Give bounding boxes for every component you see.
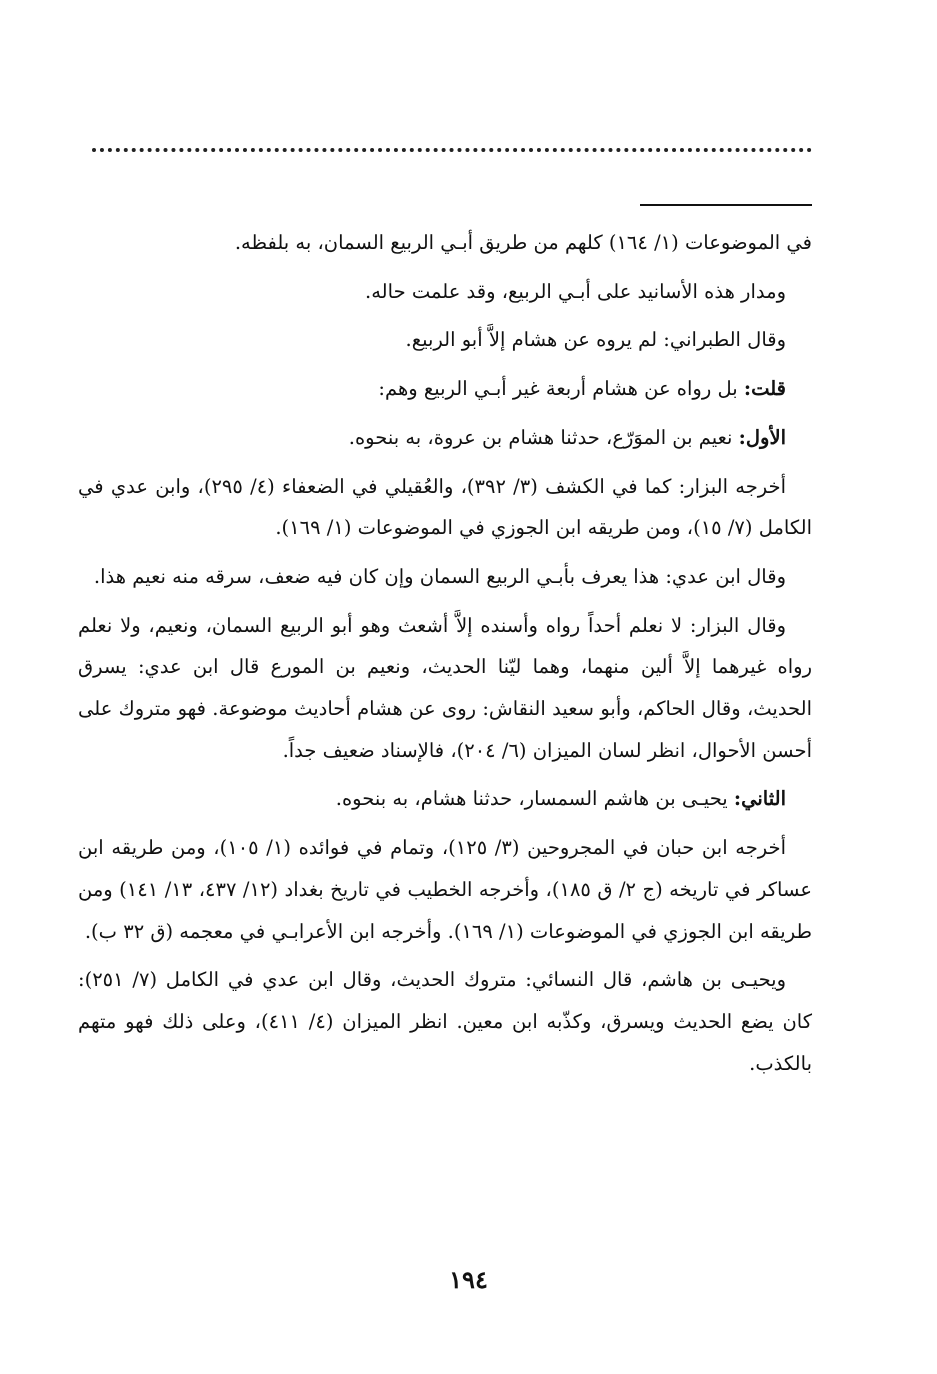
paragraph (78, 466, 812, 549)
paragraph-text: نعيم بن الموَرّع، حدثنا هشام بن عروة، به بنحوه. (348, 425, 739, 449)
paragraph (78, 222, 812, 264)
paragraph-text: وقال ابن عدي: هذا يعرف بأبـي الربيع السمان وإن كان فيه ضعف، سرقه منه نعيم هذا. (93, 564, 786, 588)
dotted-separator (92, 148, 812, 152)
paragraph-text: بل رواه عن هشام أربعة غير أبـي الربيع وهم: (378, 377, 744, 401)
paragraph-text: وقال البزار: لا نعلم أحداً رواه وأسنده إلاَّ أشعث وهو أبو الربيع السمان، ونعيم، ولا نعلم رواه غيرهما إلاَّ ألين منهما، وهما ليّنا الحديث، ونعيم بن المورع قال ابن عدي: يسرق الحديث، وقال الحاكم، وأبو سعيد النقاش: روى عن هشام أحاديث موضوعة. فهو متروك على أحسن الأحوال، انظر لسان الميزان (٦/ ٢٠٤)، فالإسناد ضعيف جداً. (78, 613, 812, 762)
paragraph (78, 556, 812, 598)
paragraph-label: الثاني: (733, 787, 786, 811)
paragraph (78, 368, 812, 410)
paragraph (78, 319, 812, 361)
paragraph (78, 827, 812, 952)
paragraph-text: أخرجه ابن حبان في المجروحين (٣/ ١٢٥)، وتمام في فوائده (١/ ١٠٥)، ومن طريقه ابن عساكر في تاريخه (ج ٢/ ق ١٨٥)، وأخرجه الخطيب في تاريخ بغداد (١٢/ ٤٣٧، ١٣/ ١٤١) ومن طريقه ابن الجوزي في الموضوعات (١/ ١٦٩). وأخرجه ابن الأعرابـي في معجمه (ق ٣٢ ب). (78, 836, 812, 943)
paragraph-label: الأول: (738, 425, 786, 449)
paragraph-text: ويحيـى بن هاشم، قال النسائي: متروك الحديث، وقال ابن عدي في الكامل (٧/ ٢٥١): كان يضع الحديث ويسرق، وكذّبه ابن معين. انظر الميزان (٤/ ٤١١)، وعلى ذلك فهو متهم بالكذب. (78, 968, 812, 1075)
paragraph-label: قلت: (743, 377, 786, 401)
paragraph (78, 959, 812, 1084)
paragraph-text: أخرجه البزار: كما في الكشف (٣/ ٣٩٢)، والعُقيلي في الضعفاء (٤/ ٢٩٥)، وابن عدي في الكامل (٧/ ١٥)، ومن طريقه ابن الجوزي في الموضوعات (١/ ١٦٩). (78, 474, 812, 540)
page-number: ١٩٤ (449, 1265, 488, 1294)
paragraph-text: يحيـى بن هاشم السمسار، حدثنا هشام، به بنحوه. (335, 787, 734, 811)
paragraph (78, 271, 812, 313)
paragraph (78, 417, 812, 459)
paragraph-text: ومدار هذه الأسانيد على أبـي الربيع، وقد علمت حاله. (365, 279, 786, 303)
paragraph-text: في الموضوعات (١/ ١٦٤) كلهم من طريق أبـي الربيع السمان، به بلفظه. (234, 231, 812, 254)
paragraph (78, 605, 812, 772)
footnote-body (78, 222, 812, 1091)
paragraph (78, 778, 812, 820)
paragraph-text: وقال الطبراني: لم يروه عن هشام إلاَّ أبو الربيع. (405, 328, 786, 352)
footnote-rule (640, 204, 812, 206)
